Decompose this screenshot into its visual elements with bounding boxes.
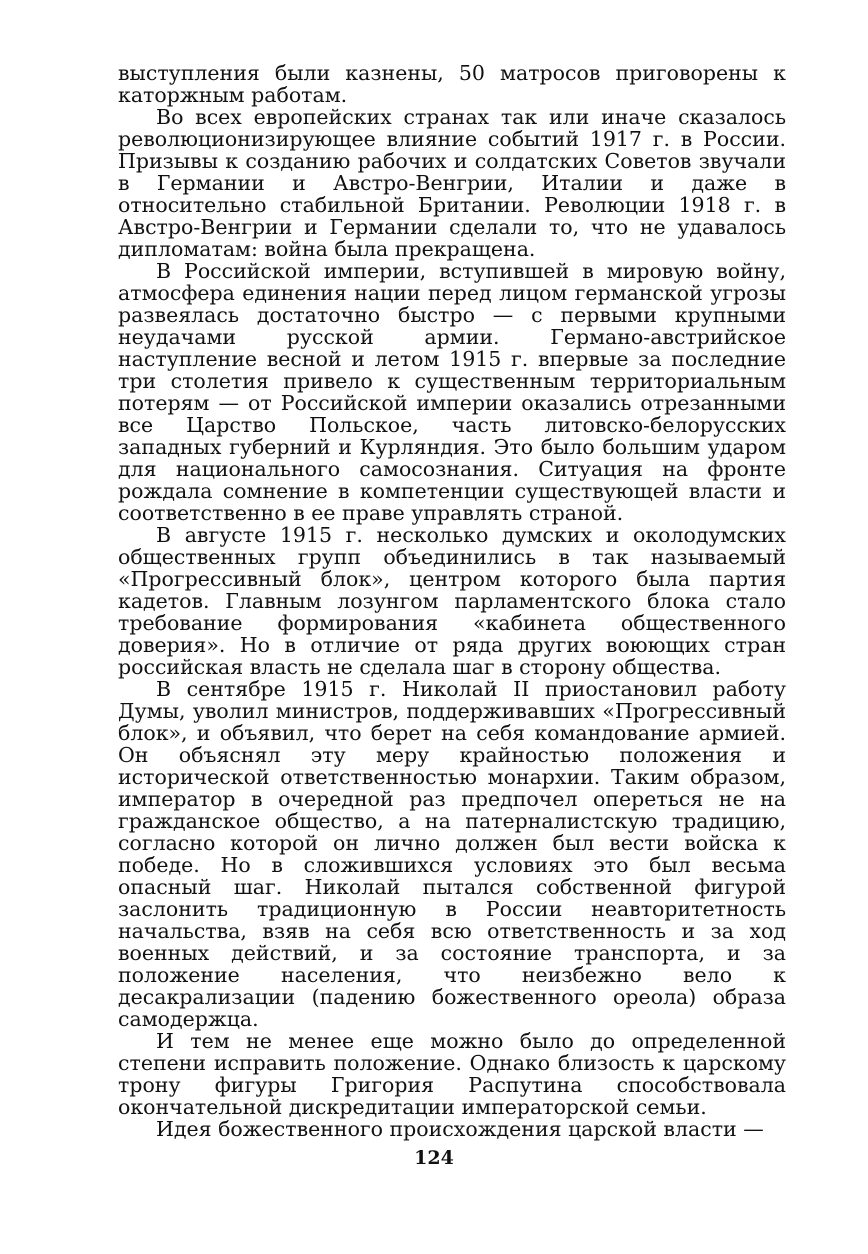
paragraph-nicholas-ii: В сентябре 1915 г. Николай II приостановил работу Думы, уволил министров, поддерживавших «Прогрессивный блок», и объявил, что берет на себя командование армией. Он объяснял эту меру крайностью положения и исторической ответственностью монархии. Таким образом, император в очередной раз предпочел опереться не на гражданское общество, а на патерналистскую традицию, согласно которой он лично должен был вести войска к победе. Но в сложившихся условиях это был весьма опасный шаг. Николай пытался собственной фигурой заслонить традиционную в России неавторитетность начальства, взяв на себя всю ответственность и за ход военных действий, и за состояние транспорта, и за положение населения, что неизбежно вело к десакрализации (падению божественного ореола) образа самодержца. bbox=[118, 677, 786, 1031]
paragraph-revolutionary-influence: Во всех европейских странах так или иначе сказалось революционизирующее влияние событий 1917 г. в России. Призывы к созданию рабочих и солдатских Советов звучали в Германии и Австро-Венгрии, Италии и даже в относительно стабильной Британии. Революции 1918 г. в Австро-Венгрии и Германии сделали то, что не удавалось дипломатам: война была прекращена. bbox=[118, 105, 786, 261]
paragraph-divine-origin: Идея божественного происхождения царской власти — bbox=[156, 1117, 764, 1141]
paragraph-rasputin: И тем не менее еще можно было до определенной степени исправить положение. Однако близость к царскому трону фигуры Григория Распутина способствовала окончательной дискредитации императорской семьи. bbox=[118, 1029, 786, 1119]
page-body bbox=[118, 62, 786, 1140]
paragraph-continuation: выступления были казнены, 50 матросов приговорены к каторжным работам. bbox=[118, 61, 786, 107]
paragraph-russian-empire: В Российской империи, вступившей в мировую войну, атмосфера единения нации перед лицом германской угрозы развеялась достаточно быстро — с первыми крупными неудачами русской армии. Германо-австрийское наступление весной и летом 1915 г. впервые за последние три столетия привело к существенным территориальным потерям — от Российской империи оказались отрезанными все Царство Польское, часть литовско-белорусских западных губерний и Курляндия. Это было большим ударом для национального самосознания. Ситуация на фронте рождала сомнение в компетенции существующей власти и соответственно в ее праве управлять страной. bbox=[118, 259, 786, 525]
page-number: 124 bbox=[414, 1147, 454, 1169]
paragraph-progressive-bloc: В августе 1915 г. несколько думских и околодумских общественных групп объединились в так называемый «Прогрессивный блок», центром которого была партия кадетов. Главным лозунгом парламентского блока стало требование формирования «кабинета общественного доверия». Но в отличие от ряда других воюющих стран российская власть не сделала шаг в сторону общества. bbox=[118, 523, 786, 679]
